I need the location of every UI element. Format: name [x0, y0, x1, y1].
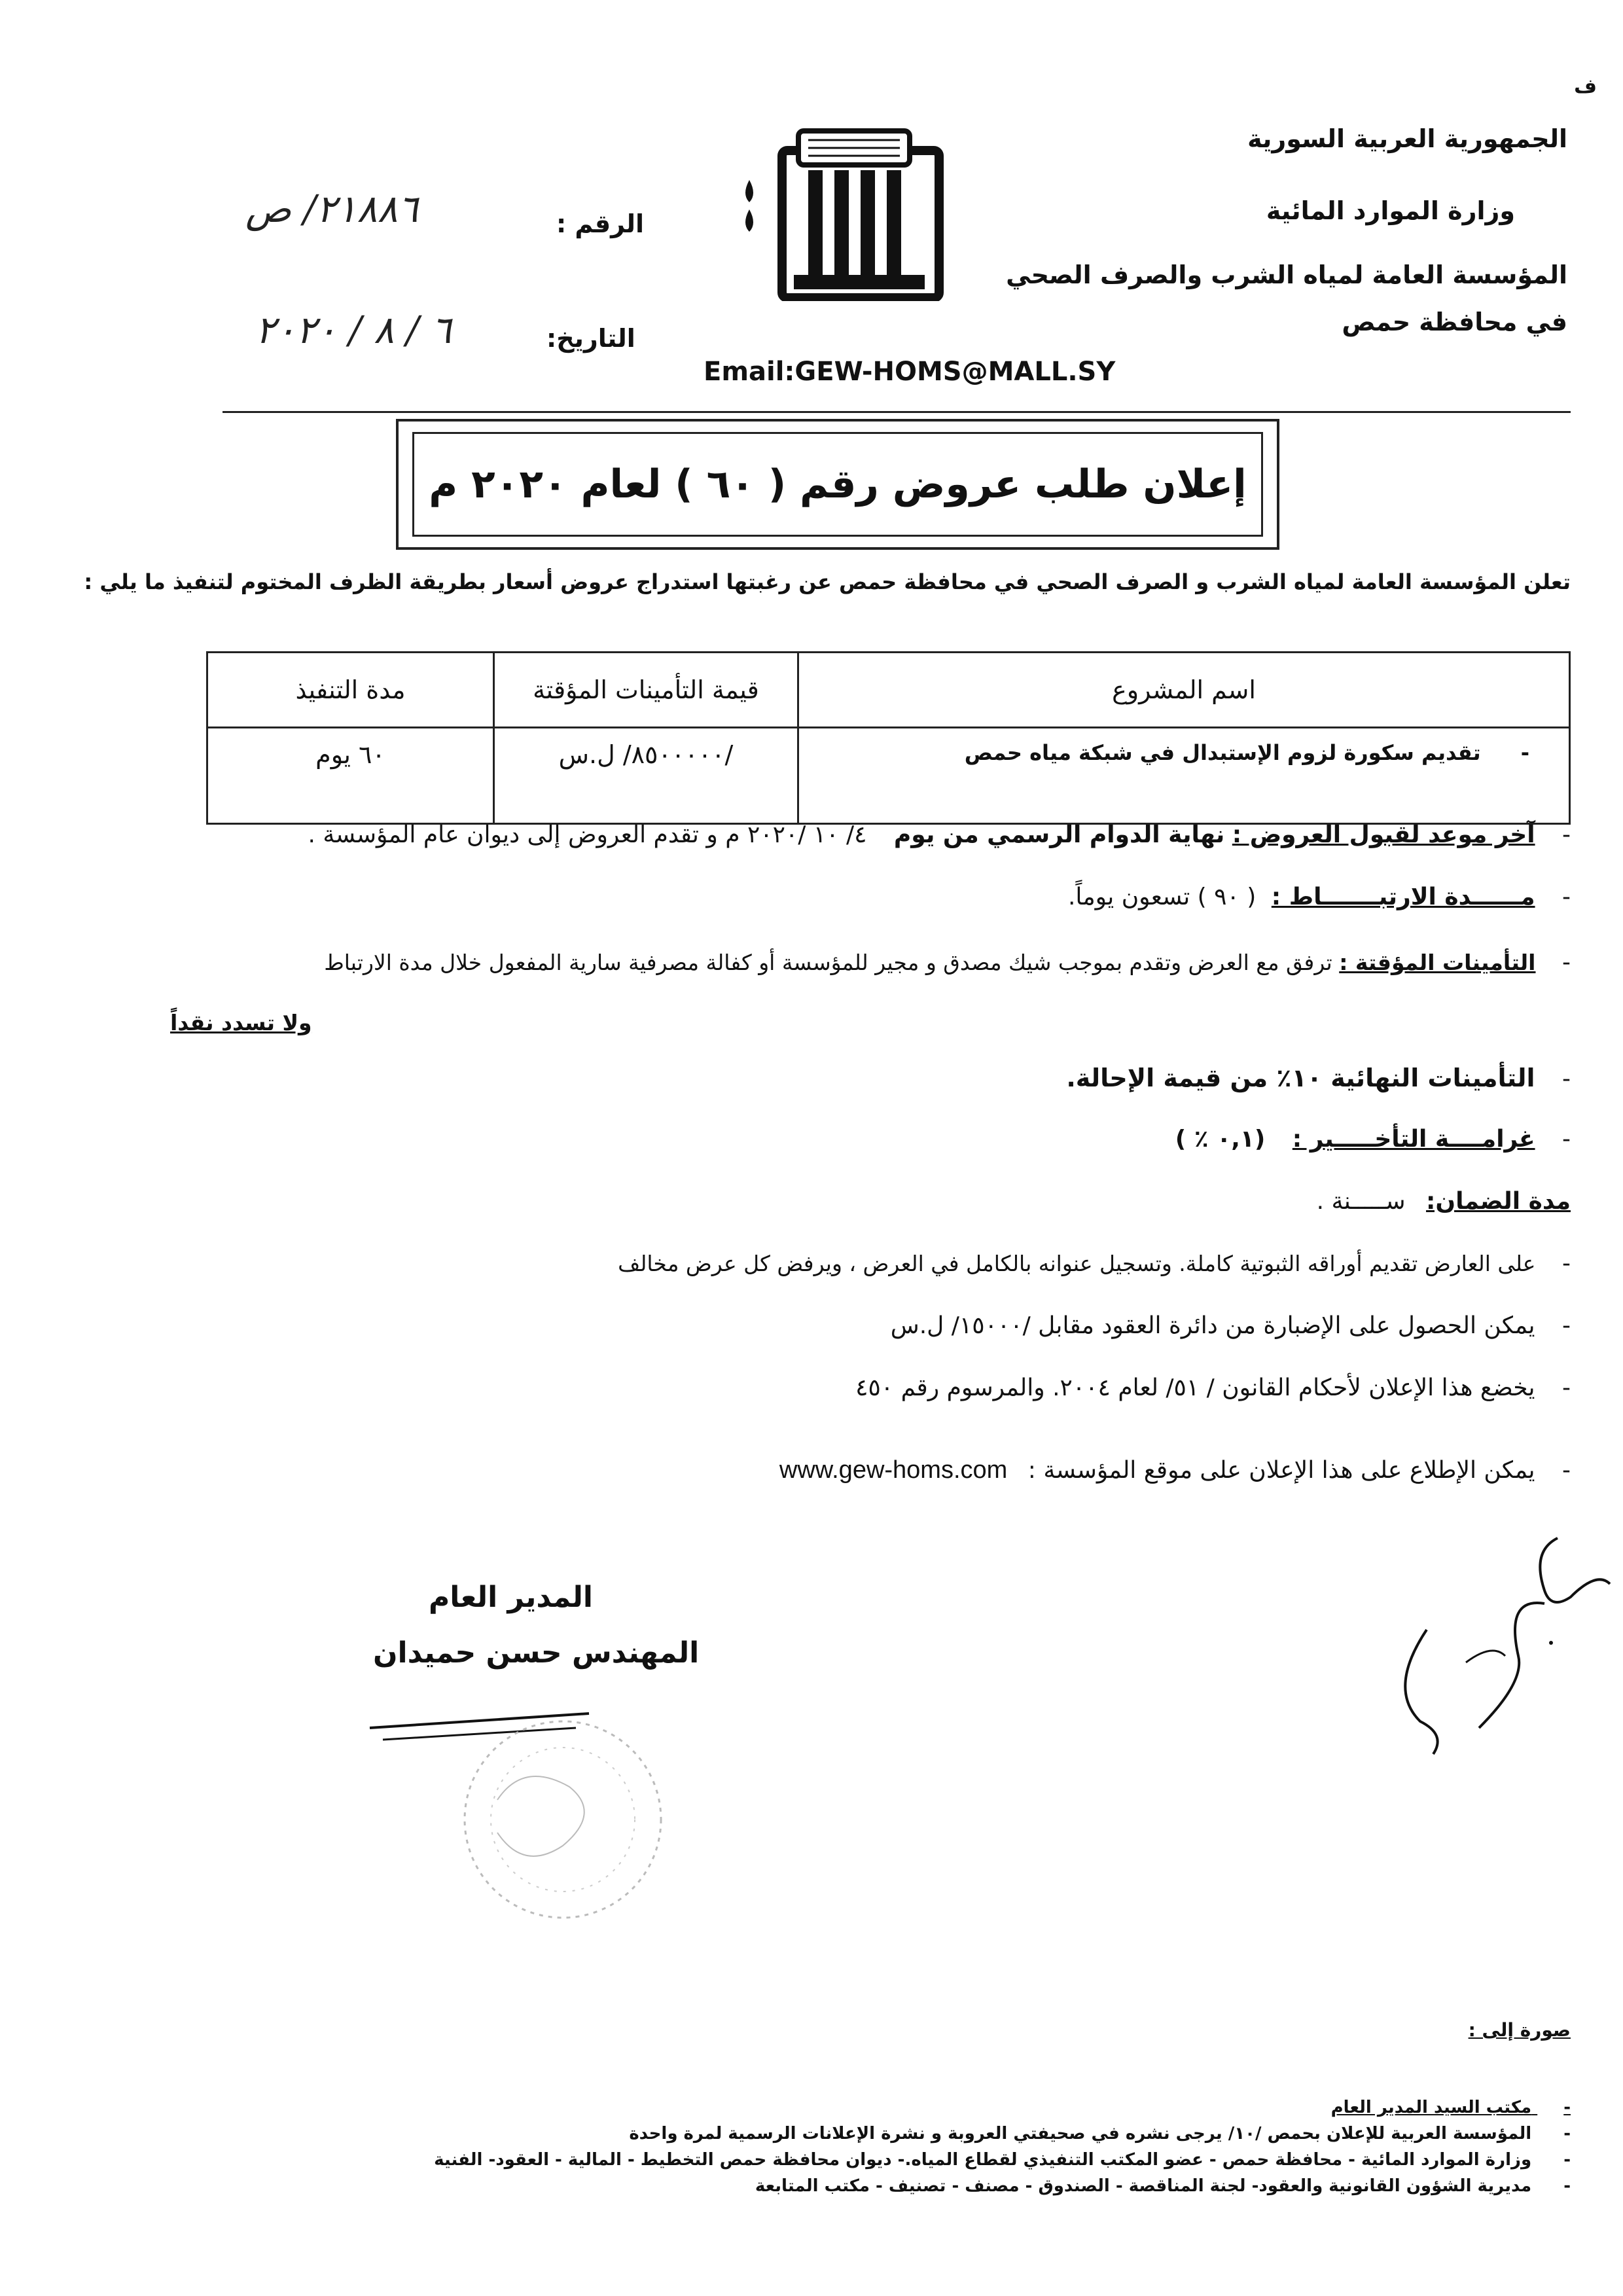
header-governorate: في محافظة حمص: [1342, 308, 1567, 336]
deadline-item: [308, 821, 1571, 848]
cc-line-text: المؤسسة العربية للإعلان بحمص /١٠/ يرجى نشره في صحيفتي العروبة و نشرة الإعلانات الرسمية لمرة واحدة: [629, 2124, 1532, 2144]
director-title: المدير العام: [429, 1581, 593, 1614]
penalty-label: غرامــــة التأخـــــير :: [1292, 1126, 1535, 1153]
cc-line-text: مكتب السيد المدير العام: [1330, 2098, 1532, 2117]
law-item: [855, 1374, 1571, 1401]
email-address: Email:GEW-HOMS@MALL.SY: [704, 357, 1116, 387]
header-country: الجمهورية العربية السورية: [1247, 124, 1567, 153]
website-link[interactable]: www.gew-homs.com: [779, 1456, 1008, 1484]
reference-number: ٢١٨٨٦/ ص: [245, 187, 418, 231]
table-header-row: [207, 653, 1570, 728]
cc-dash: -: [1563, 2176, 1571, 2196]
announcement-title: إعلان طلب عروض رقم ( ٦٠ ) لعام ٢٠٢٠ م: [429, 461, 1247, 507]
corner-mark: ف: [1574, 75, 1597, 98]
temp-insurance-item: [170, 933, 1571, 1053]
bullet-dash: -: [1562, 1250, 1571, 1277]
booklet-text: يمكن الحصول على الإضبارة من دائرة العقود مقابل /١٥٠٠٠/ ل.س: [890, 1312, 1535, 1339]
cc-line-text: وزارة الموارد المائية - محافظة حمص - عضو المكتب التنفيذي لقطاع المياه.- ديوان محافظة حمص التخطيط - المالية - العقود- الفنية: [434, 2150, 1532, 2170]
director-name: المهندس حسن حميدان: [373, 1636, 700, 1670]
cc-line-text: مديرية الشؤون القانونية والعقود- لجنة المناقصة - الصندوق - مصنف - تصنيف - مكتب المتابعة: [755, 2176, 1532, 2196]
bullet-dash: -: [1562, 1374, 1571, 1401]
penalty-text: (٠,١ ٪ ): [1175, 1126, 1266, 1153]
col-project-name: اسم المشروع: [798, 653, 1570, 728]
header-establishment: المؤسسة العامة لمياه الشرب والصرف الصحي: [1006, 260, 1567, 289]
temp-insurance-note: ولا تسدد نقداً: [170, 1010, 312, 1035]
deadline-label: آخر موعد لقبول العروض :: [1232, 821, 1535, 848]
guarantee-label: مدة الضمان:: [1426, 1188, 1571, 1215]
deadline-date: ٤/ ١٠ /٢٠٢٠ م و تقدم العروض إلى ديوان عام المؤسسة .: [308, 821, 867, 848]
cc-line: [434, 2150, 1571, 2170]
bullet-dash: -: [1562, 1457, 1571, 1484]
document-date: ٦ / ٨ / ٢٠٢٠: [255, 308, 452, 352]
col-duration: مدة التنفيذ: [207, 653, 494, 728]
water-establishment-logo-icon: [736, 124, 946, 301]
guarantee-item: [1317, 1188, 1571, 1215]
guarantee-text: ســـــنة .: [1316, 1188, 1406, 1215]
date-label: التاريخ:: [546, 324, 635, 353]
booklet-item: [891, 1312, 1571, 1339]
project-name: تقديم سكورة لزوم الإستبدال في شبكة مياه حمص: [964, 740, 1481, 765]
commitment-label: مــــــدة الارتبـــــــاط :: [1271, 884, 1535, 910]
website-text: يمكن الإطلاع على هذا الإعلان على موقع المؤسسة :: [1027, 1457, 1535, 1484]
cc-dash: -: [1563, 2150, 1571, 2170]
final-insurance-item: [1066, 1064, 1571, 1092]
cc-line: [755, 2176, 1571, 2196]
table-row: [207, 728, 1570, 824]
temp-insurance-label: التأمينات المؤقتة :: [1339, 950, 1536, 975]
header-ministry: وزارة الموارد المائية: [1266, 196, 1515, 225]
bullet-dash: -: [1562, 821, 1571, 848]
bullet-dash: -: [1562, 884, 1571, 910]
handwritten-signature-icon: [1329, 1512, 1616, 1761]
number-label: الرقم :: [556, 209, 645, 238]
deadline-text: نهاية الدوام الرسمي من يوم: [893, 821, 1225, 848]
commitment-item: [1068, 884, 1571, 910]
commitment-text: ( ٩٠ ) تسعون يوماً.: [1067, 884, 1257, 910]
row-dash: -: [1520, 740, 1529, 765]
project-name-cell: [798, 728, 1570, 824]
cc-dash: -: [1563, 2124, 1571, 2144]
bullet-dash: -: [1562, 1312, 1571, 1339]
documents-item: [618, 1250, 1571, 1277]
cc-dash: -: [1563, 2098, 1571, 2117]
final-insurance-text: التأمينات النهائية ١٠٪ من قيمة الإحالة.: [1066, 1064, 1535, 1092]
law-text: يخضع هذا الإعلان لأحكام القانون / ٥١/ لعام ٢٠٠٤. والمرسوم رقم ٤٥٠: [855, 1374, 1535, 1401]
duration-cell: ٦٠ يوم: [207, 728, 494, 824]
penalty-item: [1175, 1126, 1571, 1153]
temp-insurance-text: ترفق مع العرض وتقدم بموجب شيك مصدق و مجير للمؤسسة أو كفالة مصرفية سارية المفعول خلال مدة الارتباط: [324, 950, 1332, 975]
website-item: [779, 1456, 1571, 1484]
documents-text: على العارض تقديم أوراقه الثبوتية كاملة. وتسجيل عنوانه بالكامل في العرض ، ويرفض كل عرض مخالف: [618, 1251, 1536, 1276]
cc-line: [1331, 2098, 1571, 2117]
offers-table: [206, 651, 1571, 825]
bullet-dash: -: [1562, 1126, 1571, 1153]
intro-paragraph: تعلن المؤسسة العامة لمياه الشرب و الصرف الصحي في محافظة حمص عن رغبتها استدراج عروض أسعار بطريقة الظرف المختوم لتنفيذ ما يلي :: [84, 569, 1571, 594]
cc-line: [629, 2124, 1571, 2144]
bullet-dash: -: [1562, 1066, 1571, 1092]
bullet-dash: -: [1562, 949, 1571, 976]
title-frame: [412, 432, 1263, 537]
header-divider: [223, 411, 1571, 413]
insurance-cell: /٨٥٠٠٠٠٠/ ل.س: [494, 728, 798, 824]
cc-heading: صورة إلى :: [1468, 2019, 1571, 2041]
official-stamp-icon: [366, 1702, 733, 1924]
col-temp-insurance: قيمة التأمينات المؤقتة: [494, 653, 798, 728]
